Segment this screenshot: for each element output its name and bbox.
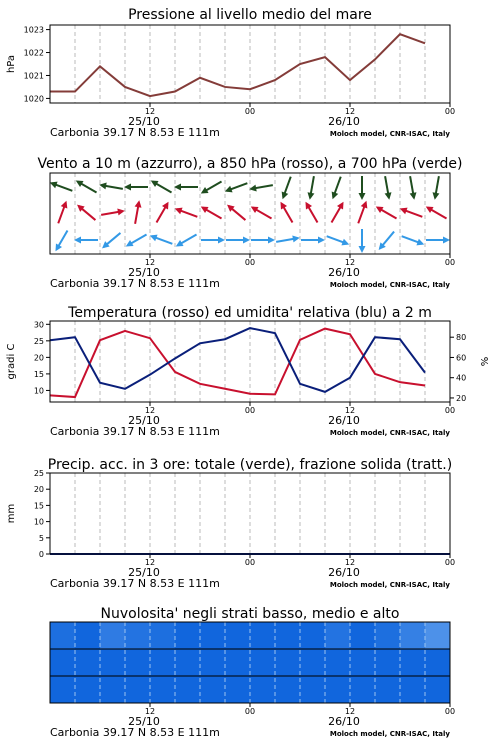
- y-tick-label: 1020: [23, 94, 44, 104]
- x-hour-label: 00: [244, 558, 256, 567]
- cloud-cell: [150, 622, 176, 649]
- cloud-cell: [50, 622, 76, 649]
- date-label: 25/10: [128, 715, 160, 728]
- y-tick-label: 10: [33, 517, 44, 527]
- wind-arrow-head: [318, 237, 325, 244]
- date-label: 26/10: [328, 414, 360, 427]
- wind-arrow-head: [443, 237, 450, 244]
- wind-arrow-head: [359, 246, 366, 253]
- cloud-cell: [75, 622, 101, 649]
- wind-arrow-head: [218, 237, 225, 244]
- cloud-cell: [400, 649, 426, 676]
- x-hour-label: 00: [244, 107, 256, 116]
- x-hour-label: 12: [344, 258, 356, 267]
- cloud-cell: [325, 622, 351, 649]
- x-hour-label: 12: [144, 707, 156, 716]
- cloud-cell: [300, 676, 326, 703]
- cloud-cell: [400, 676, 426, 703]
- x-hour-label: 00: [444, 258, 456, 267]
- pressure-line: [50, 34, 425, 96]
- credit-label: Moloch model, CNR-ISAC, Italy: [329, 130, 450, 138]
- cloud-cell: [50, 676, 76, 703]
- cloud-cell: [250, 676, 276, 703]
- cloud-cell: [275, 649, 301, 676]
- wind-arrow-head: [243, 237, 250, 244]
- date-label: 26/10: [328, 566, 360, 579]
- cloud-cell: [175, 676, 201, 703]
- wind-arrow-head: [117, 209, 125, 216]
- cloud-cell: [300, 649, 326, 676]
- cloud-cell: [350, 622, 376, 649]
- x-hour-label: 12: [344, 707, 356, 716]
- cloud-cell: [350, 676, 376, 703]
- y-right-tick-label: 40: [456, 373, 467, 383]
- cloud-cell: [275, 622, 301, 649]
- cloud-cell: [50, 649, 76, 676]
- x-hour-label: 12: [344, 558, 356, 567]
- y-tick-label: 0: [38, 550, 44, 559]
- wind-arrow-head: [385, 192, 392, 200]
- cloud-cell: [75, 649, 101, 676]
- cloud-cell: [300, 622, 326, 649]
- cloud-cell: [425, 649, 451, 676]
- cloud-cell: [175, 622, 201, 649]
- x-hour-label: 12: [344, 406, 356, 415]
- cloud-cell: [100, 649, 126, 676]
- cloud-cell: [375, 676, 401, 703]
- plot-frame: [50, 321, 450, 402]
- cloud-cell: [150, 649, 176, 676]
- x-hour-label: 00: [444, 107, 456, 116]
- y-tick-label: 25: [33, 469, 44, 478]
- wind-arrow-head: [410, 192, 417, 200]
- chart-title: Pressione al livello medio del mare: [128, 7, 372, 23]
- date-label: 26/10: [328, 266, 360, 279]
- x-hour-label: 00: [244, 258, 256, 267]
- x-hour-label: 12: [144, 258, 156, 267]
- credit-label: Moloch model, CNR-ISAC, Italy: [329, 429, 450, 437]
- x-hour-label: 12: [344, 107, 356, 116]
- cloud-cell: [125, 649, 151, 676]
- cloud-cell: [250, 622, 276, 649]
- cloud-cell: [375, 622, 401, 649]
- cloud-cell: [350, 649, 376, 676]
- cloud-cell: [225, 622, 251, 649]
- plot-frame: [50, 473, 450, 554]
- location-label: Carbonia 39.17 N 8.53 E 111m: [50, 726, 220, 739]
- chart-title: Temperatura (rosso) ed umidita' relativa (blu) a 2 m: [68, 305, 432, 321]
- temperature-line: [50, 329, 425, 397]
- date-label: 25/10: [128, 414, 160, 427]
- cloud-cell: [400, 622, 426, 649]
- y-right-tick-label: 60: [456, 353, 467, 363]
- date-label: 26/10: [328, 715, 360, 728]
- y-right-axis-label: %: [480, 356, 491, 367]
- cloud-cell: [150, 676, 176, 703]
- cloud-cell: [125, 676, 151, 703]
- y-axis-label: hPa: [6, 54, 17, 74]
- wind-arrow-head: [359, 193, 366, 200]
- cloud-cell: [200, 676, 226, 703]
- cloud-cell: [175, 649, 201, 676]
- wind-arrow-head: [433, 192, 440, 200]
- x-hour-label: 00: [444, 558, 456, 567]
- y-right-tick-label: 20: [456, 393, 467, 403]
- x-hour-label: 00: [444, 406, 456, 415]
- chart-title: Vento a 10 m (azzurro), a 850 hPa (rosso), a 700 hPa (verde): [37, 156, 463, 172]
- y-tick-label: 25: [33, 336, 44, 346]
- cloud-cell: [425, 622, 451, 649]
- x-hour-label: 12: [144, 558, 156, 567]
- cloud-cell: [425, 676, 451, 703]
- cloud-cell: [250, 649, 276, 676]
- y-tick-label: 1021: [23, 71, 44, 81]
- date-label: 25/10: [128, 266, 160, 279]
- cloud-cell: [75, 676, 101, 703]
- wind-arrow-head: [308, 192, 315, 200]
- cloud-cell: [200, 622, 226, 649]
- cloud-cell: [225, 649, 251, 676]
- wind-arrow-head: [135, 200, 142, 208]
- date-label: 25/10: [128, 566, 160, 579]
- x-hour-label: 00: [444, 707, 456, 716]
- date-label: 26/10: [328, 115, 360, 128]
- x-hour-label: 12: [144, 107, 156, 116]
- chart-title: Nuvolosita' negli strati basso, medio e alto: [100, 606, 400, 622]
- y-right-tick-label: 80: [456, 333, 467, 343]
- y-tick-label: 5: [38, 533, 44, 543]
- y-tick-label: 20: [33, 353, 44, 363]
- cloud-cell: [200, 649, 226, 676]
- date-label: 25/10: [128, 115, 160, 128]
- cloud-cell: [225, 676, 251, 703]
- cloud-cell: [325, 676, 351, 703]
- chart-title: Precip. acc. in 3 ore: totale (verde), frazione solida (tratt.): [47, 457, 453, 473]
- location-label: Carbonia 39.17 N 8.53 E 111m: [50, 577, 220, 590]
- y-tick-label: 20: [33, 485, 44, 495]
- y-tick-label: 1023: [23, 25, 44, 35]
- cloud-cell: [100, 676, 126, 703]
- credit-label: Moloch model, CNR-ISAC, Italy: [329, 581, 450, 589]
- y-tick-label: 30: [33, 320, 44, 330]
- location-label: Carbonia 39.17 N 8.53 E 111m: [50, 126, 220, 139]
- x-hour-label: 00: [244, 707, 256, 716]
- y-axis-label: mm: [6, 503, 17, 524]
- y-tick-label: 15: [33, 369, 44, 379]
- cloud-cell: [275, 676, 301, 703]
- credit-label: Moloch model, CNR-ISAC, Italy: [329, 730, 450, 738]
- y-tick-label: 10: [33, 386, 44, 396]
- x-hour-label: 00: [244, 406, 256, 415]
- y-axis-label: gradi C: [6, 343, 17, 380]
- location-label: Carbonia 39.17 N 8.53 E 111m: [50, 277, 220, 290]
- x-hour-label: 12: [144, 406, 156, 415]
- wind-arrow-head: [268, 237, 275, 244]
- y-tick-label: 15: [33, 501, 44, 511]
- location-label: Carbonia 39.17 N 8.53 E 111m: [50, 425, 220, 438]
- y-tick-label: 1022: [23, 48, 44, 58]
- cloud-cell: [100, 622, 126, 649]
- cloud-cell: [125, 622, 151, 649]
- wind-arrow-head: [292, 236, 300, 243]
- cloud-cell: [375, 649, 401, 676]
- credit-label: Moloch model, CNR-ISAC, Italy: [329, 281, 450, 289]
- cloud-cell: [325, 649, 351, 676]
